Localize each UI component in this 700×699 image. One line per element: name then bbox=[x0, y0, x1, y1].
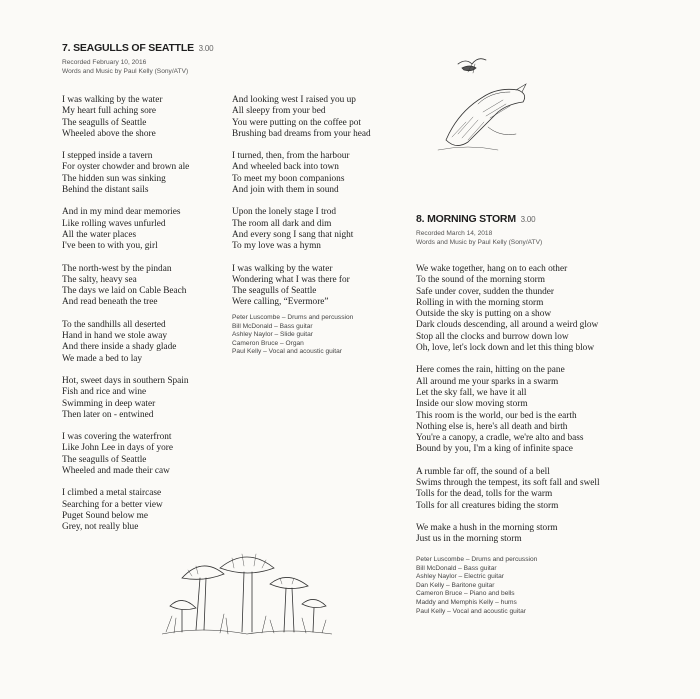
verse bbox=[416, 264, 656, 354]
song-7-writer-credit: Words and Music by Paul Kelly (Sony/ATV) bbox=[62, 68, 189, 75]
lyric-line: Like rolling waves unfurled bbox=[62, 218, 166, 229]
verse bbox=[62, 432, 232, 477]
lyric-line: To meet my boon companions bbox=[232, 173, 345, 184]
lyric-line: Nothing else is, here's all death and birth bbox=[416, 421, 568, 432]
credit-line: Dan Kelly – Baritone guitar bbox=[416, 581, 495, 589]
lyric-line: Just us in the morning storm bbox=[416, 534, 522, 545]
lyric-line: My heart full aching sore bbox=[62, 106, 156, 117]
lyric-line: Let the sky fall, we have it all bbox=[416, 387, 527, 398]
lyric-line: Oh, love, let's lock down and let this thing blow bbox=[416, 343, 595, 354]
lyric-line: The seagulls of Seattle bbox=[62, 454, 147, 465]
lyric-line: For oyster chowder and brown ale bbox=[62, 162, 190, 173]
mushrooms-sketch-illustration bbox=[162, 538, 332, 643]
verse bbox=[62, 151, 232, 196]
lyric-line: We make a hush in the morning storm bbox=[416, 522, 558, 533]
lyric-line: Searching for a better view bbox=[62, 499, 163, 510]
lyric-line: Safe under cover, sudden the thunder bbox=[416, 286, 555, 297]
lyric-line: This room is the world, our bed is the earth bbox=[416, 410, 577, 421]
lyric-line: Grey, not really blue bbox=[62, 522, 139, 533]
verse bbox=[62, 264, 232, 309]
lyric-line: And there inside a shady glade bbox=[62, 342, 177, 353]
song-7-duration: 3.00 bbox=[198, 44, 214, 53]
lyric-line: You were putting on the coffee pot bbox=[232, 117, 362, 128]
lyric-line: We made a bed to lay bbox=[62, 353, 143, 364]
lyric-line: I was covering the waterfront bbox=[62, 432, 172, 443]
verse bbox=[62, 488, 232, 533]
song-7-lyrics-left bbox=[62, 95, 232, 545]
lyric-line: The hidden sun was sinking bbox=[62, 173, 166, 184]
lyric-line: Hand in hand we stole away bbox=[62, 331, 168, 342]
lyric-line: All sleepy from your bed bbox=[232, 106, 326, 117]
lyric-line: To the sandhills all deserted bbox=[62, 319, 166, 330]
credit-line: Ashley Naylor – Electric guitar bbox=[416, 573, 504, 581]
lyric-line: Were calling, “Evermore” bbox=[232, 297, 329, 308]
lyric-line: And looking west I raised you up bbox=[232, 95, 356, 105]
credit-line: Cameron Bruce – Piano and bells bbox=[416, 590, 515, 598]
credit-line: Peter Luscombe – Drums and percussion bbox=[416, 556, 538, 563]
lyric-line: All around me your sparks in a swarm bbox=[416, 376, 559, 387]
verse bbox=[62, 376, 232, 421]
song-7-credits bbox=[232, 314, 402, 357]
song-8-lyrics bbox=[416, 264, 656, 557]
lyric-line: The seagulls of Seattle bbox=[232, 286, 317, 297]
lyric-line: Stop all the clocks and burrow down low bbox=[416, 331, 569, 342]
lyric-line: To my love was a hymn bbox=[232, 241, 321, 252]
lyric-line: Behind the distant sails bbox=[62, 185, 149, 196]
lyric-line: Puget Sound below me bbox=[62, 510, 148, 521]
lyric-line: Wheeled and made their caw bbox=[62, 466, 170, 477]
lyric-line: The days we laid on Cable Beach bbox=[62, 286, 187, 297]
lyric-line: You're a canopy, a cradle, we're alto and bass bbox=[416, 433, 584, 444]
lyric-line: And every song I sang that night bbox=[232, 229, 354, 240]
seagulls-sketch-illustration bbox=[428, 42, 538, 157]
lyric-line: And in my mind dear memories bbox=[62, 207, 181, 218]
lyric-line: We wake together, hang on to each other bbox=[416, 264, 568, 274]
lyric-line: Bound by you, I'm a king of infinite space bbox=[416, 444, 573, 455]
lyric-line: All the water places bbox=[62, 229, 137, 240]
song-8-title-line bbox=[416, 213, 616, 225]
lyric-line: The salty, heavy sea bbox=[62, 274, 137, 285]
verse bbox=[62, 207, 232, 252]
song-7-lyrics-right bbox=[232, 95, 412, 320]
lyric-line: A rumble far off, the sound of a bell bbox=[416, 466, 550, 477]
lyric-line: I was walking by the water bbox=[232, 263, 333, 274]
verse bbox=[232, 207, 412, 252]
verse bbox=[416, 523, 656, 546]
lyric-line: And wheeled back into town bbox=[232, 162, 339, 173]
credit-line: Bill McDonald – Bass guitar bbox=[232, 322, 313, 330]
credit-line: Maddy and Memphis Kelly – hums bbox=[416, 598, 517, 606]
song-7-recorded: Recorded February 10, 2016 bbox=[62, 59, 147, 66]
lyric-line: I climbed a metal staircase bbox=[62, 488, 162, 499]
verse bbox=[232, 264, 412, 309]
lyric-line: Tolls for the dead, tolls for the warm bbox=[416, 489, 553, 500]
lyric-line: And read beneath the tree bbox=[62, 297, 158, 308]
lyric-line: Tolls for all creatures biding the storm bbox=[416, 500, 559, 511]
song-8-title: 8. MORNING STORM bbox=[416, 213, 516, 225]
lyric-line: I turned, then, from the harbour bbox=[232, 151, 350, 162]
lyric-line: Wheeled above the shore bbox=[62, 128, 156, 139]
lyric-line: Like John Lee in days of yore bbox=[62, 443, 174, 454]
credit-line: Bill McDonald – Bass guitar bbox=[416, 564, 497, 572]
song-8-recorded: Recorded March 14, 2018 bbox=[416, 230, 493, 237]
song-7-header bbox=[62, 42, 262, 76]
verse bbox=[62, 95, 232, 140]
lyric-line: Swims through the tempest, its soft fall and swell bbox=[416, 478, 600, 489]
lyric-line: Fish and rice and wine bbox=[62, 387, 147, 398]
lyric-line: Hot, sweet days in southern Spain bbox=[62, 375, 189, 386]
song-7-title-line bbox=[62, 42, 262, 54]
lyric-line: I've been to with you, girl bbox=[62, 241, 158, 252]
lyric-line: And join with them in sound bbox=[232, 185, 339, 196]
song-7-title: 7. SEAGULLS OF SEATTLE bbox=[62, 42, 194, 54]
song-8-duration: 3.00 bbox=[520, 215, 536, 224]
verse bbox=[416, 467, 656, 512]
verse bbox=[62, 320, 232, 365]
lyric-line: The room all dark and dim bbox=[232, 218, 332, 229]
credit-line: Cameron Bruce – Organ bbox=[232, 339, 304, 347]
song-8-writer-credit: Words and Music by Paul Kelly (Sony/ATV) bbox=[416, 239, 543, 246]
lyric-line: The seagulls of Seattle bbox=[62, 117, 147, 128]
credit-line: Peter Luscombe – Drums and percussion bbox=[232, 314, 354, 321]
lyric-line: Upon the lonely stage I trod bbox=[232, 207, 337, 218]
verse bbox=[232, 95, 412, 140]
lyric-line: Rolling in with the morning storm bbox=[416, 297, 544, 308]
lyric-line: I was walking by the water bbox=[62, 95, 163, 105]
credit-line: Ashley Naylor – Slide guitar bbox=[232, 331, 313, 339]
song-8-credits bbox=[416, 556, 616, 616]
lyric-line: Then later on - entwined bbox=[62, 409, 154, 420]
lyric-line: The north-west by the pindan bbox=[62, 263, 172, 274]
lyric-line: To the sound of the morning storm bbox=[416, 275, 545, 286]
lyric-line: Brushing bad dreams from your head bbox=[232, 128, 371, 139]
lyric-line: Outside the sky is putting on a show bbox=[416, 309, 552, 320]
lyric-line: Here comes the rain, hitting on the pane bbox=[416, 365, 565, 376]
lyric-line: Inside our slow moving storm bbox=[416, 399, 528, 410]
lyric-line: Swimming in deep water bbox=[62, 398, 156, 409]
song-8-header bbox=[416, 213, 616, 247]
credit-line: Paul Kelly – Vocal and acoustic guitar bbox=[232, 348, 342, 356]
verse bbox=[416, 365, 656, 455]
lyric-line: I stepped inside a tavern bbox=[62, 151, 153, 162]
lyric-line: Wondering what I was there for bbox=[232, 274, 350, 285]
verse bbox=[232, 151, 412, 196]
lyric-line: Dark clouds descending, all around a weird glow bbox=[416, 320, 599, 331]
credit-line: Paul Kelly – Vocal and acoustic guitar bbox=[416, 607, 526, 615]
